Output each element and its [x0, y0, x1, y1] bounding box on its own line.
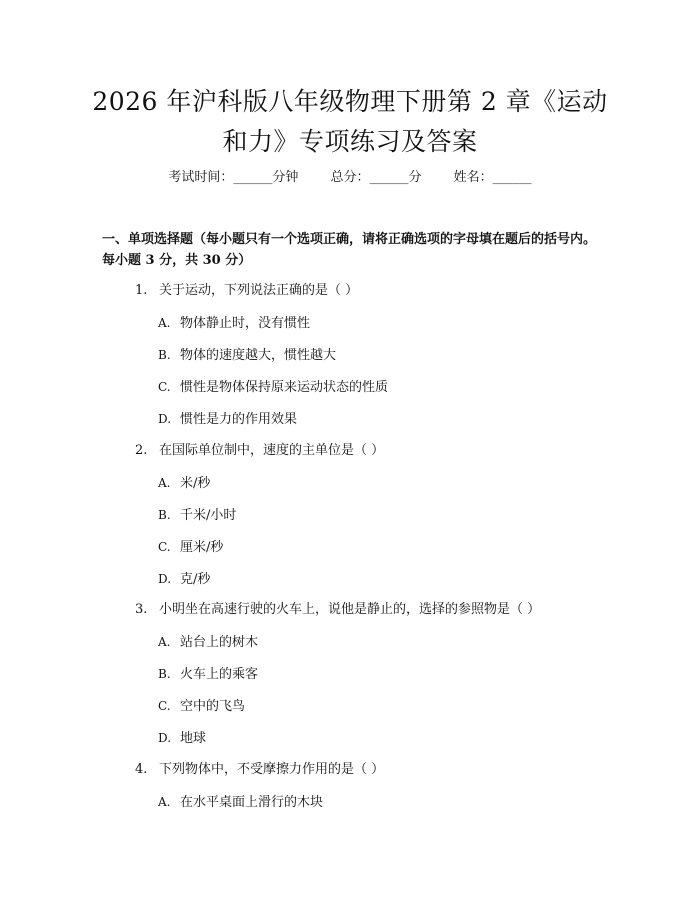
question-2-option-d [158, 569, 210, 590]
option-text: 千米/小时 [180, 508, 237, 523]
option-text: 米/秒 [180, 476, 211, 491]
exam-info [0, 168, 700, 188]
option-letter: B. [158, 348, 171, 362]
question-3-option-a [158, 632, 258, 653]
question-text: 关于运动，下列说法正确的是（ ） [159, 283, 359, 298]
title-line-2: 和力》专项练习及答案 [222, 127, 478, 156]
option-letter: B. [158, 508, 171, 522]
question-3 [135, 600, 540, 620]
option-text: 空中的飞鸟 [180, 699, 246, 714]
option-letter: C. [158, 380, 171, 394]
option-letter: D. [158, 412, 172, 426]
option-letter: D. [158, 572, 172, 586]
question-1 [135, 281, 358, 301]
question-2-option-a [158, 473, 210, 494]
option-letter: D. [158, 731, 172, 745]
title-line-1: 2026 年沪科版八年级物理下册第 2 章《运动 [92, 87, 608, 116]
option-text: 厘米/秒 [180, 540, 224, 555]
question-1-option-c [158, 377, 388, 398]
document-title [70, 82, 630, 162]
section-heading: 一、单项选择题（每小题只有一个选项正确，请将正确选项的字母填在题后的括号内。每小题 3 分，共 30 分） [102, 232, 597, 268]
question-1-option-b [158, 345, 336, 366]
question-3-option-d [158, 728, 206, 749]
option-text: 物体的速度越大，惯性越大 [180, 348, 337, 363]
question-number: 1. [135, 283, 148, 298]
exam-score-field: 总分：______分 [330, 170, 422, 185]
question-number: 3. [135, 602, 148, 617]
option-text: 克/秒 [180, 572, 211, 587]
option-text: 惯性是力的作用效果 [180, 412, 298, 427]
question-text: 在国际单位制中，速度的主单位是（ ） [159, 443, 385, 458]
question-1-option-d [158, 409, 297, 430]
option-text: 站台上的树木 [180, 635, 259, 650]
question-number: 4. [135, 762, 148, 777]
option-text: 物体静止时，没有惯性 [180, 316, 311, 331]
question-number: 2. [135, 443, 148, 458]
question-4-option-a [158, 792, 323, 813]
option-letter: A. [158, 316, 171, 330]
option-text: 地球 [180, 731, 207, 746]
exam-name-field: 姓名：______ [453, 170, 532, 185]
question-2 [135, 441, 384, 461]
exam-time-field: 考试时间：______分钟 [168, 170, 299, 185]
question-text: 小明坐在高速行驶的火车上，说他是静止的，选择的参照物是（ ） [159, 602, 541, 617]
option-letter: A. [158, 476, 171, 490]
option-letter: A. [158, 635, 171, 649]
option-text: 在水平桌面上滑行的木块 [180, 795, 324, 810]
question-2-option-b [158, 505, 236, 526]
option-letter: A. [158, 795, 171, 809]
question-3-option-c [158, 696, 245, 717]
question-2-option-c [158, 537, 223, 558]
question-1-option-a [158, 313, 310, 334]
option-letter: B. [158, 667, 171, 681]
question-4 [135, 760, 384, 780]
question-text: 下列物体中，不受摩擦力作用的是（ ） [159, 762, 385, 777]
option-letter: C. [158, 699, 171, 713]
option-text: 火车上的乘客 [180, 667, 259, 682]
option-text: 惯性是物体保持原来运动状态的性质 [180, 380, 389, 395]
question-3-option-b [158, 664, 258, 685]
option-letter: C. [158, 540, 171, 554]
